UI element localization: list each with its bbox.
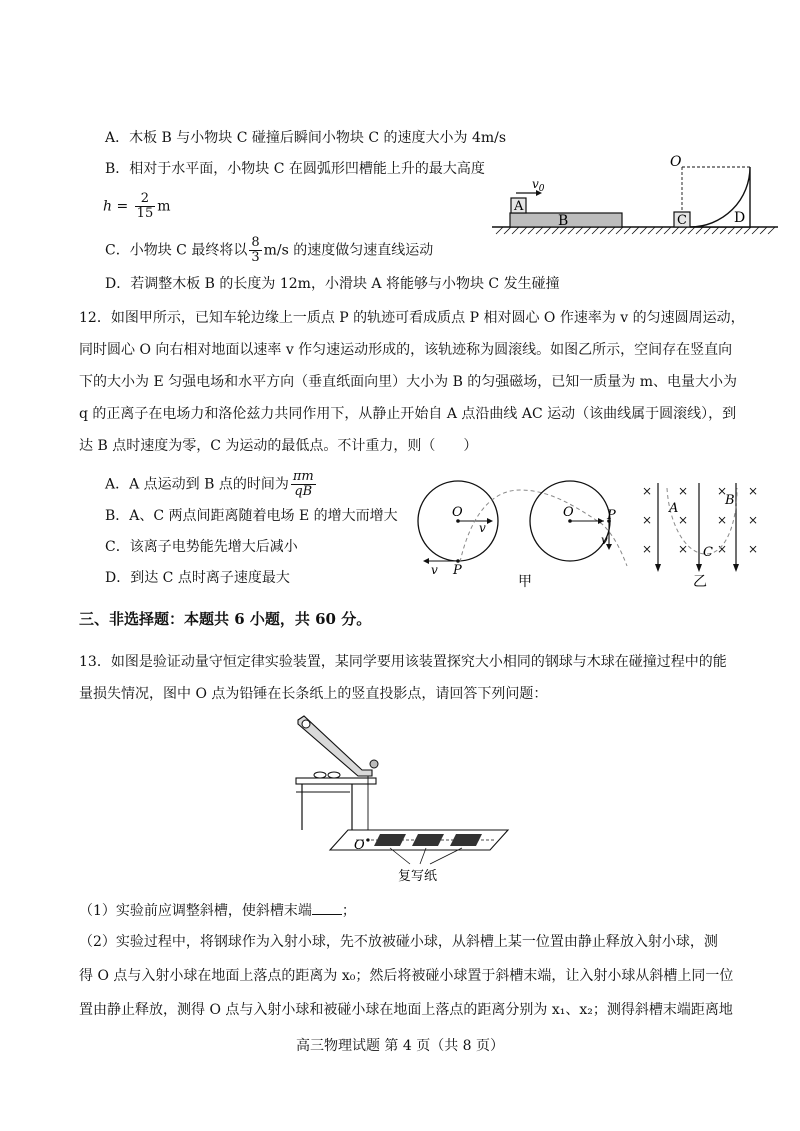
label-p-right: P xyxy=(607,508,616,523)
q12-option-c: C．该离子电势能先增大后减小 xyxy=(105,539,298,555)
label-o: O xyxy=(354,838,365,853)
clamp-knob-1 xyxy=(314,772,326,778)
svg-text:×: × xyxy=(642,484,653,498)
q13-sub1 xyxy=(79,900,356,921)
q13-apparatus-figure xyxy=(290,712,515,887)
height-symbol: h xyxy=(103,198,113,215)
fraction-2-15 xyxy=(135,192,156,221)
equals-sign: = xyxy=(112,198,133,215)
q11-figure xyxy=(490,150,780,242)
label-b-field: B xyxy=(725,493,735,508)
option-c-text-post: m/s 的速度做匀速直线运动 xyxy=(263,242,434,259)
option-a-text: A．A 点运动到 B 点的时间为 xyxy=(105,476,289,493)
velocity-arrowhead-center-left xyxy=(487,518,493,524)
magnetic-field-crosses xyxy=(642,484,758,556)
label-v-center-left: v xyxy=(479,521,486,535)
label-p-left: P xyxy=(453,563,462,578)
q13-stem-line1: 13．如图是验证动量守恒定律实验装置，某同学要用该装置探究大小相同的钢球与木球在碰撞过程中的能 xyxy=(79,654,727,670)
svg-text:×: × xyxy=(717,484,728,498)
fraction-numerator: πm xyxy=(292,469,314,484)
svg-text:×: × xyxy=(748,513,759,527)
label-b: B xyxy=(558,213,569,229)
page-footer: 高三物理试题 第 4 页（共 8 页） xyxy=(295,1038,505,1054)
label-yi: 乙 xyxy=(693,574,707,590)
svg-text:×: × xyxy=(678,513,689,527)
option-c-text-pre: C．小物块 C 最终将以 xyxy=(105,242,248,259)
label-c: C xyxy=(677,213,687,228)
fraction-denominator: 3 xyxy=(251,250,260,265)
label-d: D xyxy=(734,210,746,226)
label-jia: 甲 xyxy=(518,574,532,590)
fraction-numerator: 2 xyxy=(135,192,156,207)
label-v-p-left: v xyxy=(431,563,438,577)
fraction-denominator: 15 xyxy=(136,206,154,221)
q11-option-d: D．若调整木板 B 的长度为 12m，小滑块 A 将能够与小物块 C 发生碰撞 xyxy=(105,276,560,292)
unit-m: m xyxy=(157,198,171,215)
figure-caption: 复写纸 xyxy=(398,869,438,884)
q12-option-a xyxy=(105,470,318,499)
q12-option-b: B．A、C 两点间距离随着电场 E 的增大而增大 xyxy=(105,508,398,524)
label-c-field: C xyxy=(703,545,713,560)
label-o: O xyxy=(670,154,682,170)
q12-stem-line4: q 的正离子在电场力和洛伦兹力共同作用下，从静止开始自 A 点沿曲线 AC 运动（该曲线属于圆滚线），到 xyxy=(79,406,737,422)
q13-sub2-line1: （2）实验过程中，将钢球作为入射小球，先不放被碰小球，从斜槽上某一位置由静止释放入射小球，测 xyxy=(79,934,718,950)
fraction-numerator: 8 xyxy=(251,235,260,250)
svg-text:×: × xyxy=(678,542,689,556)
q12-stem-line2: 同时圆心 O 向右相对地面以速率 v 作匀速运动形成的，该轨迹称为圆滚线。如图乙所示，空间存在竖直向 xyxy=(79,342,733,358)
ground-hatching xyxy=(496,227,775,234)
q11-option-b-formula xyxy=(103,192,171,221)
label-v0: $v_0$ xyxy=(532,177,545,194)
svg-text:×: × xyxy=(748,542,759,556)
label-v-p-right: v xyxy=(601,533,608,547)
electric-field-arrowheads xyxy=(655,564,739,572)
q13-sub1-text: （1）实验前应调整斜槽，使斜槽末端 xyxy=(79,903,312,919)
fraction-denominator: qB xyxy=(294,484,313,499)
svg-text:×: × xyxy=(717,542,728,556)
q13-sub1-end: ； xyxy=(341,903,356,919)
section-3-heading: 三、非选择题：本题共 6 小题，共 60 分。 xyxy=(79,610,372,628)
fraction-pim-qb xyxy=(291,470,316,499)
q13-sub2-line2: 得 O 点与入射小球在地面上落点的距离为 x₀；然后将被碰小球置于斜槽末端，让入射小球从斜槽上同一位 xyxy=(79,968,734,984)
q12-stem-line5: 达 B 点时速度为零，C 为运动的最低点。不计重力，则（ ） xyxy=(79,438,478,454)
q13-stem-line2: 量损失情况，图中 O 点为铅锤在长条纸上的竖直投影点，请回答下列问题： xyxy=(79,686,548,702)
incident-ball xyxy=(302,720,310,728)
fraction-8-3 xyxy=(249,236,261,265)
q12-option-d: D．到达 C 点时离子速度最大 xyxy=(105,570,290,586)
clamp-knob-2 xyxy=(328,772,340,778)
svg-text:×: × xyxy=(748,484,759,498)
q12-stem-line1: 12．如图甲所示，已知车轮边缘上一质点 P 的轨迹可看成质点 P 相对圆心 O 作速率为 v 的匀速圆周运动， xyxy=(79,310,745,326)
svg-text:×: × xyxy=(642,513,653,527)
q12-stem-line3: 下的大小为 E 匀强电场和水平方向（垂直纸面向里）大小为 B 的匀强磁场，已知一质量为 m、电量大小为 xyxy=(79,374,738,390)
table-top xyxy=(296,778,376,784)
q11-option-a: A．木板 B 与小物块 C 碰撞后瞬间小物块 C 的速度大小为 4m/s xyxy=(105,130,507,146)
answer-blank[interactable] xyxy=(312,900,342,915)
svg-text:×: × xyxy=(642,542,653,556)
q12-figure xyxy=(415,478,775,590)
label-o-left: O xyxy=(452,505,463,520)
label-a: A xyxy=(514,199,524,214)
point-o xyxy=(366,838,369,841)
label-o-right: O xyxy=(563,505,574,520)
target-ball xyxy=(370,760,378,768)
label-a-field: A xyxy=(669,501,679,516)
velocity-arrowhead-p-left xyxy=(423,558,429,564)
svg-text:×: × xyxy=(678,484,689,498)
q13-sub2-line3: 置由静止释放，测得 O 点与入射小球和被碰小球在地面上落点的距离分别为 x₁、x₂；测得斜槽末端距离地 xyxy=(79,1002,733,1018)
q11-option-c xyxy=(105,236,433,265)
svg-text:×: × xyxy=(717,513,728,527)
q11-option-b: B．相对于水平面，小物块 C 在圆弧形凹槽能上升的最大高度 xyxy=(105,161,485,177)
